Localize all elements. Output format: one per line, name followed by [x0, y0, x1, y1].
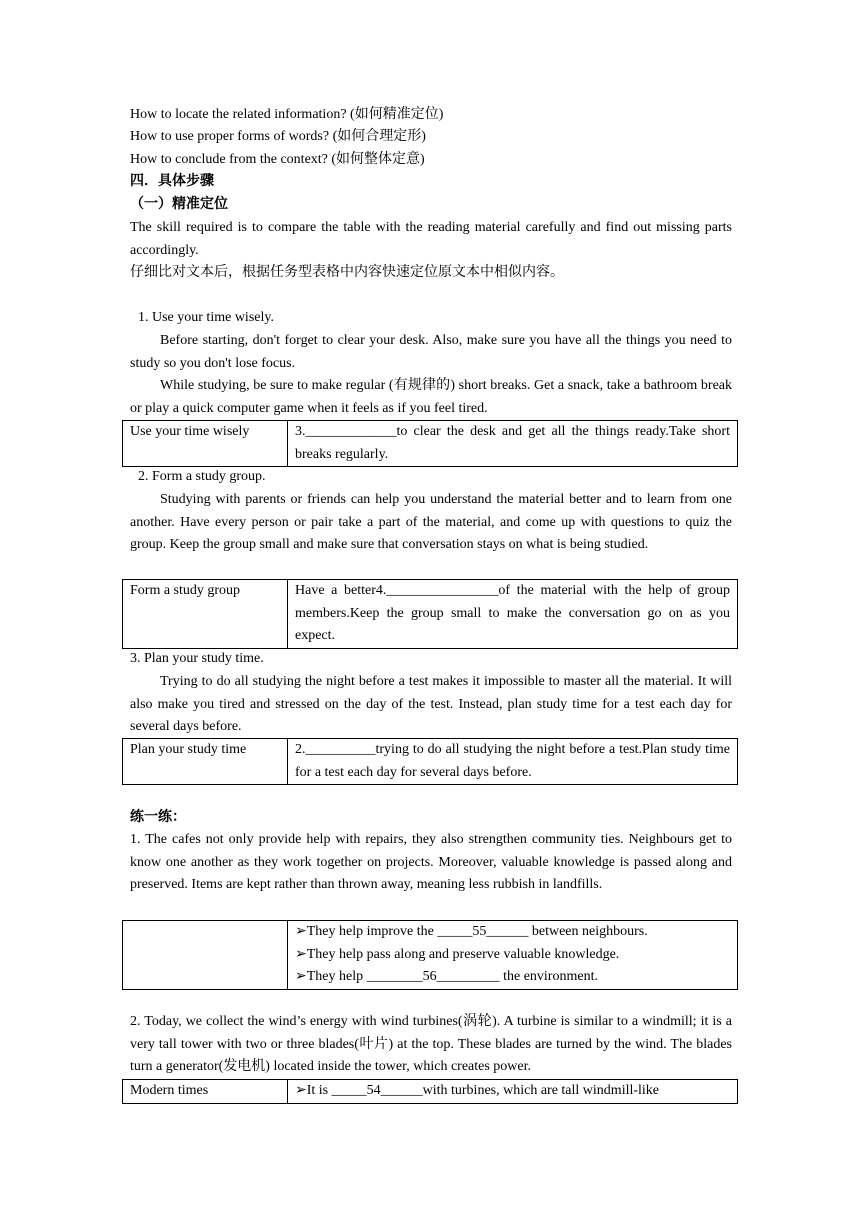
- item1-table: [122, 420, 738, 467]
- bullet-item: ➢They help ________56_________ the environment.: [295, 969, 598, 985]
- table-cell-content: Have a better4.________________of the material with the help of group members.Keep the group small to make the conversation go on as you expect.: [288, 580, 738, 649]
- practice-heading: 练一练：: [130, 810, 186, 825]
- table-row: [123, 739, 738, 785]
- table-cell-content: 2.__________trying to do all studying the night before a test.Plan study time for a test each day for several days before.: [288, 739, 738, 785]
- skill-description-en: The skill required is to compare the table with the reading material carefully and find out missing parts accordingly.: [130, 220, 732, 258]
- table-cell-label: Use your time wisely: [123, 421, 288, 467]
- table-row: [123, 421, 738, 467]
- exercise1-text: 1. The cafes not only provide help with repairs, they also strengthen community ties. Neighbours get to know one another as they work together on projects. Moreover, valuable knowledge is passed along and preserved. Items are kept rather than thrown away, meaning less rubbish in landfills.: [130, 832, 732, 893]
- item1-paragraph-1: Before starting, don't forget to clear your desk. Also, make sure you have all the things you need to study so you don't lose focus.: [130, 333, 732, 371]
- table-cell-label: Plan your study time: [123, 739, 288, 785]
- item3-table: [122, 738, 738, 785]
- item2-heading: 2. Form a study group.: [138, 469, 266, 484]
- item3-paragraph-1: Trying to do all studying the night before a test makes it impossible to master all the material. It will also make you tired and stressed on the day of the test. Instead, plan study time for a test each day for several days before.: [130, 674, 732, 735]
- table-row: [123, 921, 738, 990]
- sub-heading: （一）精准定位: [130, 197, 228, 212]
- table-cell-label: Form a study group: [123, 580, 288, 649]
- exercise1-table: [122, 920, 738, 990]
- item3-heading: 3. Plan your study time.: [130, 651, 264, 666]
- item2-paragraph-1: Studying with parents or friends can help you understand the material better and to learn from one another. Have every person or pair take a part of the material, and come up with questions to quiz the group. Keep the group small and make sure that conversation stays on what is being studied.: [130, 492, 732, 553]
- item2-table: [122, 579, 738, 649]
- intro-question-2: How to use proper forms of words? (如何合理定形): [130, 129, 426, 144]
- bullet-item: ➢They help improve the _____55______ between neighbours.: [295, 924, 648, 939]
- table-cell-content: [288, 921, 738, 990]
- table-cell-label: [123, 921, 288, 990]
- table-row: [123, 1080, 738, 1104]
- section-heading: 四．具体步骤: [130, 174, 214, 189]
- skill-description-cn: 仔细比对文本后，根据任务型表格中内容快速定位原文本中相似内容。: [130, 265, 564, 280]
- table-cell-label: Modern times: [123, 1080, 288, 1104]
- table-row: [123, 580, 738, 649]
- intro-question-3: How to conclude from the context? (如何整体定意): [130, 152, 425, 167]
- item1-heading: 1. Use your time wisely.: [138, 310, 274, 325]
- exercise2-table: [122, 1079, 738, 1104]
- exercise2-text: 2. Today, we collect the wind’s energy with wind turbines(涡轮). A turbine is similar to a windmill; it is a very tall tower with two or three blades(叶片) at the top. These blades are turned by the wind. The blades turn a generator(发电机) located inside the tower, which creates power.: [130, 1014, 732, 1075]
- item1-paragraph-2: While studying, be sure to make regular (有规律的) short breaks. Get a snack, take a bathroom break or play a quick computer game when it feels as if you feel tired.: [130, 378, 732, 416]
- table-cell-content: ➢It is _____54______with turbines, which are tall windmill-like: [288, 1080, 738, 1104]
- table-cell-content: 3._____________to clear the desk and get all the things ready.Take short breaks regularly.: [288, 421, 738, 467]
- intro-question-1: How to locate the related information? (如何精准定位): [130, 107, 444, 122]
- bullet-item: ➢They help pass along and preserve valuable knowledge.: [295, 946, 620, 962]
